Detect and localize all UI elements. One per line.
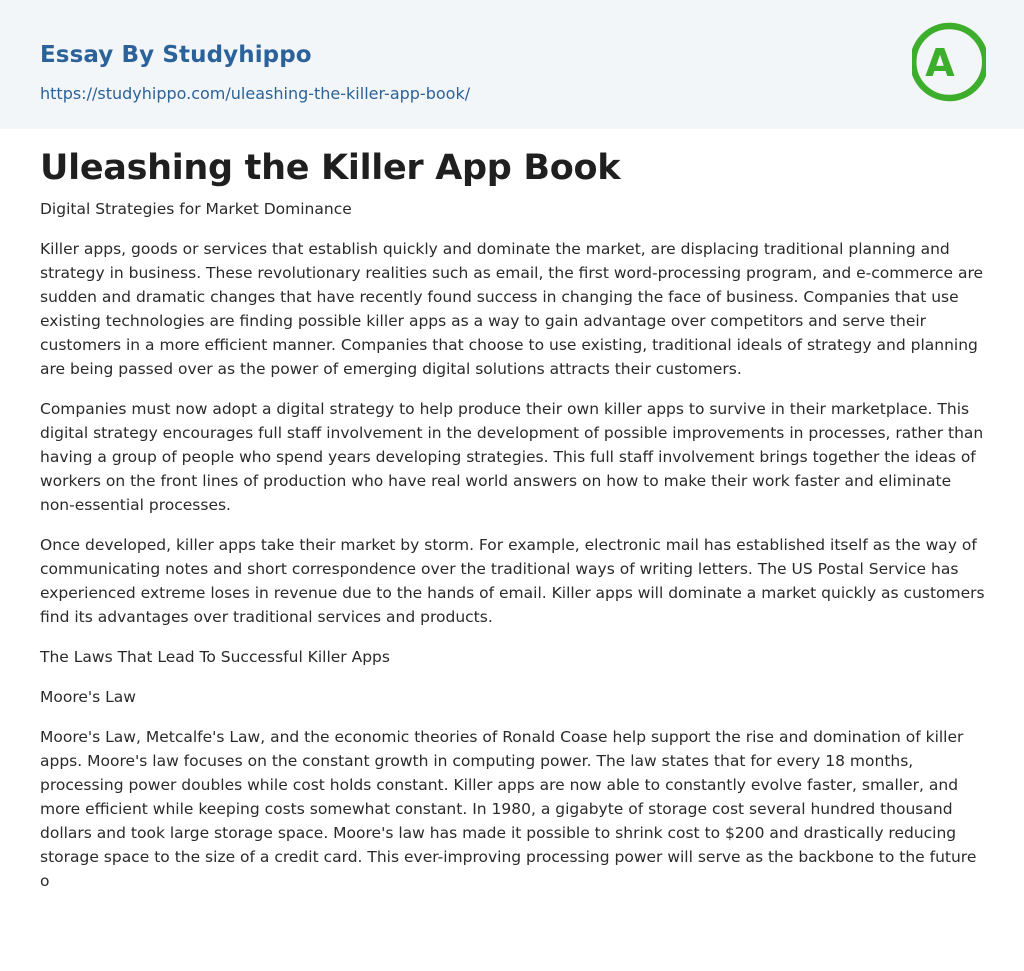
section-heading-moores-law: Moore's Law bbox=[40, 688, 136, 706]
paragraph-market-storm: Once developed, killer apps take their market by storm. For example, electronic mail has established itself as the way of communicating notes and short correspondence over the traditional ways of writing letters. The US Postal Service has experienced extreme loses in revenue due to the hands of email. Killer apps will dominate a market quickly as customers find its advantages over traditional services and products. bbox=[40, 536, 985, 626]
site-header bbox=[0, 0, 1024, 129]
source-url-link[interactable]: https://studyhippo.com/uleashing-the-killer-app-book/ bbox=[40, 84, 471, 103]
paragraph-digital-strategy: Companies must now adopt a digital strategy to help produce their own killer apps to survive in their marketplace. This digital strategy encourages full staff involvement in the development of possible improvements in processes, rather than having a group of people who spend years developing strategies. This full staff involvement brings together the ideas of workers on the front lines of production who have real world answers on how to make their work faster and eliminate non-essential processes. bbox=[40, 400, 984, 514]
studyhippo-logo-icon[interactable] bbox=[912, 19, 986, 105]
logo-letter: A bbox=[925, 41, 955, 85]
article-subtitle: Digital Strategies for Market Dominance bbox=[40, 200, 352, 218]
section-heading-laws: The Laws That Lead To Successful Killer Apps bbox=[40, 648, 390, 666]
article-title: Uleashing the Killer App Book bbox=[40, 148, 621, 188]
article bbox=[40, 145, 990, 893]
paragraph-intro: Killer apps, goods or services that establish quickly and dominate the market, are displacing traditional planning and strategy in business. These revolutionary realities such as email, the first word-processing program, and e-commerce are sudden and dramatic changes that have recently found success in changing the face of business. Companies that use existing technologies are finding possible killer apps as a way to gain advantage over competitors and serve their customers in a more efficient manner. Companies that choose to use existing, traditional ideals of strategy and planning are being passed over as the power of emerging digital solutions attracts their customers. bbox=[40, 240, 984, 378]
brand-title[interactable]: Essay By Studyhippo bbox=[40, 42, 312, 68]
paragraph-moores-law: Moore's Law, Metcalfe's Law, and the economic theories of Ronald Coase help support the rise and domination of killer apps. Moore's law focuses on the constant growth in computing power. The law states that for every 18 months, processing power doubles while cost holds constant. Killer apps are now able to constantly evolve faster, smaller, and more efficient while keeping costs somewhat constant. In 1980, a gigabyte of storage cost several hundred thousand dollars and took large storage space. Moore's law has made it possible to shrink cost to $200 and drastically reducing storage space to the size of a credit card. This ever-improving processing power will serve as the backbone to the future o bbox=[40, 728, 977, 890]
